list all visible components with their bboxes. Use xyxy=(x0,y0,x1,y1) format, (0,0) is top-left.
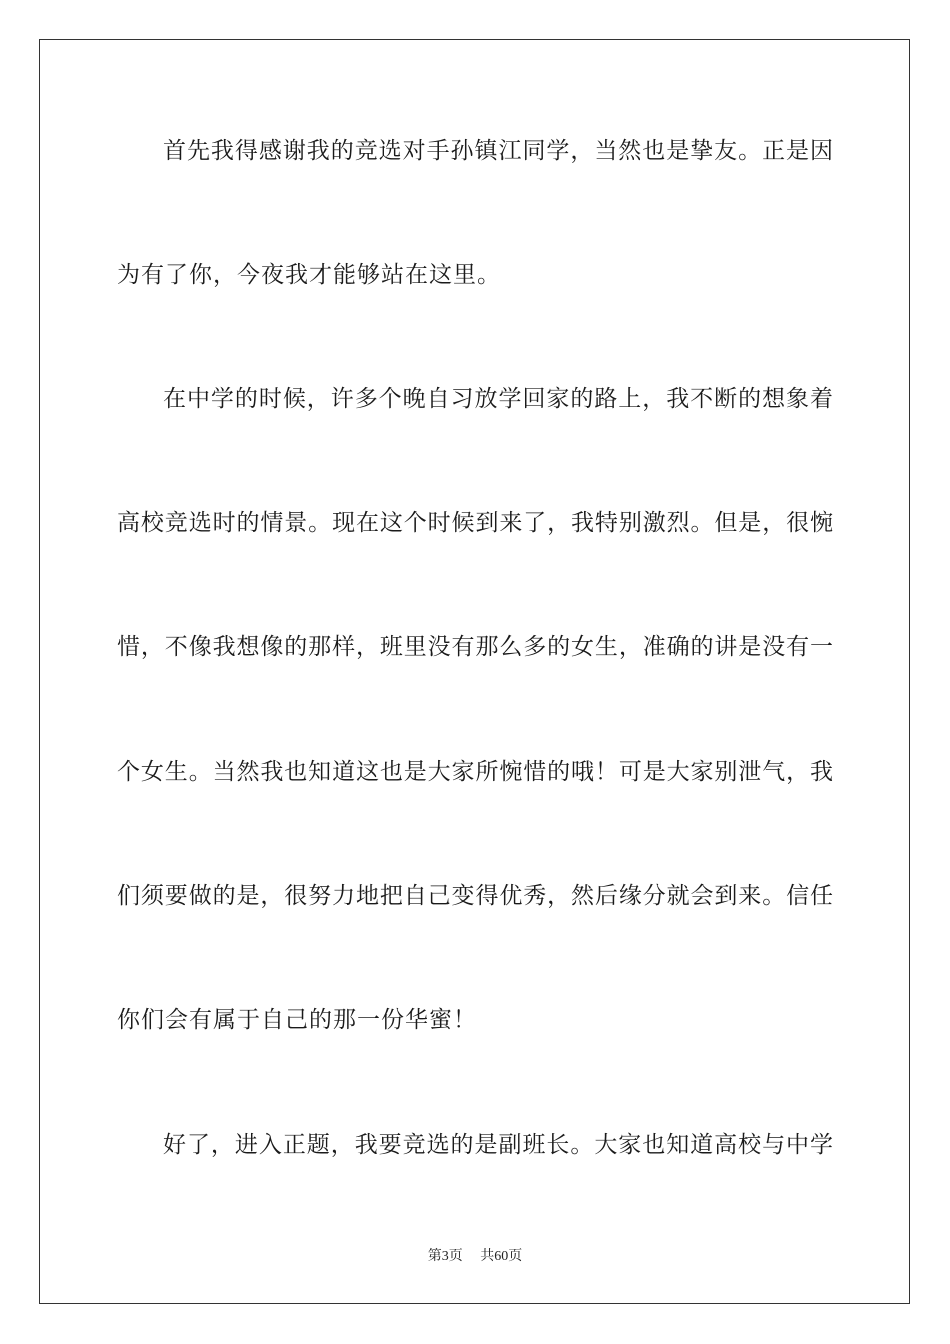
text-line: 你们会有属于自己的那一份华蜜！ xyxy=(117,1007,477,1033)
text-line: 在中学的时候，许多个晚自习放学回家的路上，我不断的想象着 xyxy=(163,386,833,412)
text-line: 为有了你，今夜我才能够站在这里。 xyxy=(117,262,501,288)
page-border xyxy=(39,39,910,1304)
page-total: 共60页 xyxy=(480,1249,523,1264)
text-line: 个女生。当然我也知道这也是大家所惋惜的哦！可是大家别泄气，我 xyxy=(117,759,833,785)
page-footer xyxy=(0,1247,950,1267)
text-line: 首先我得感谢我的竞选对手孙镇江同学，当然也是挚友。正是因 xyxy=(163,138,833,164)
page-number: 第3页 xyxy=(427,1249,463,1264)
text-line: 高校竞选时的情景。现在这个时候到来了，我特别激烈。但是，很惋 xyxy=(117,510,833,536)
text-line: 好了，进入正题，我要竞选的是副班长。大家也知道高校与中学 xyxy=(163,1132,833,1158)
text-line: 惜，不像我想像的那样，班里没有那么多的女生，准确的讲是没有一 xyxy=(117,634,833,660)
text-line: 们须要做的是，很努力地把自己变得优秀，然后缘分就会到来。信任 xyxy=(117,883,833,909)
